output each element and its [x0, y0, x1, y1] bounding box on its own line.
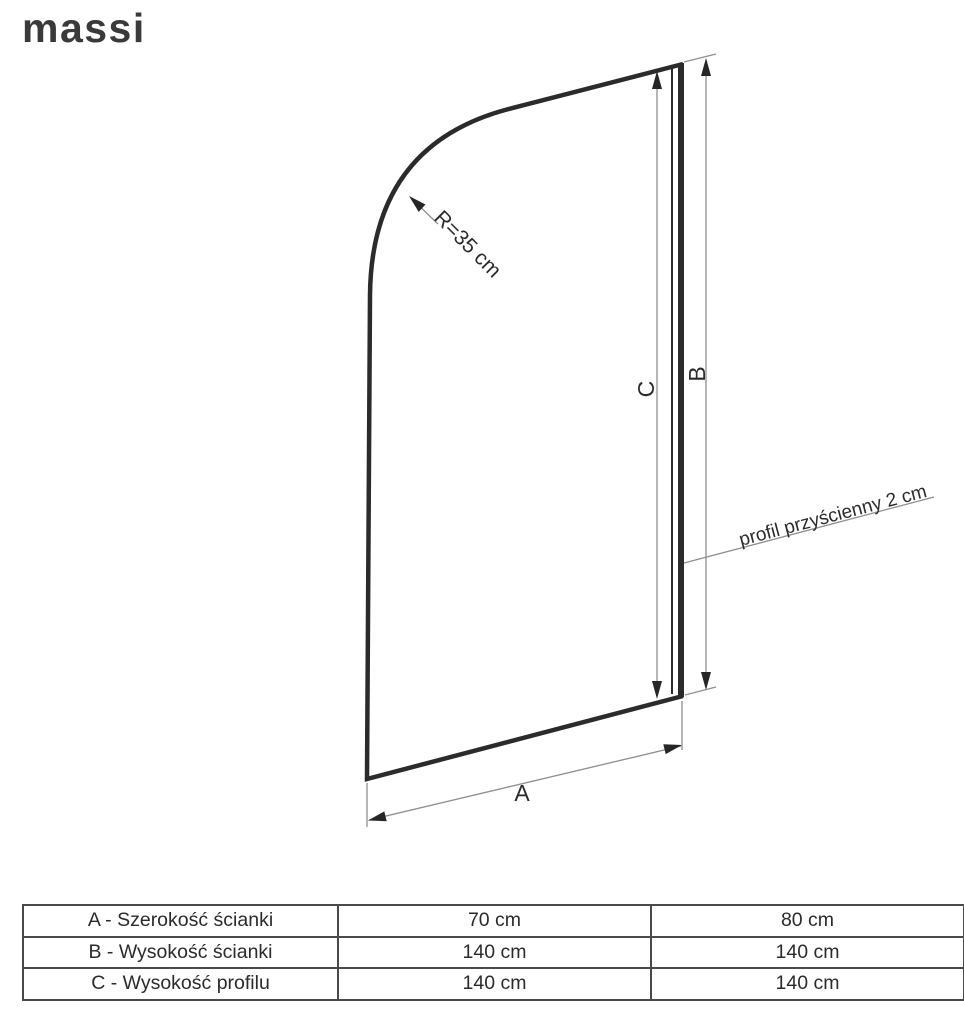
radius-callout	[409, 196, 506, 282]
dimension-a	[367, 701, 682, 827]
dimension-a-arrow-left	[368, 811, 387, 821]
dimension-b-arrow-bottom	[701, 672, 711, 690]
dimension-b-arrow-top	[701, 58, 711, 76]
dimension-value: 140 cm	[338, 937, 651, 969]
profile-note-label: profil przyścienny 2 cm	[736, 481, 930, 551]
dimension-value: 140 cm	[651, 937, 964, 969]
table-row-a	[23, 905, 964, 937]
massi-logo: massi	[22, 5, 146, 51]
dimension-name: A - Szerokość ścianki	[23, 905, 338, 937]
dimension-name: C - Wysokość profilu	[23, 968, 338, 1000]
dimension-name: B - Wysokość ścianki	[23, 937, 338, 969]
table-row-b	[23, 937, 964, 969]
dimension-b	[684, 54, 716, 695]
dimension-a-arrow-right	[663, 744, 682, 754]
dim-c-label: C	[633, 380, 659, 398]
dimensions-table	[22, 904, 964, 1001]
table-row-c	[23, 968, 964, 1000]
dimension-b-ext-top	[684, 54, 716, 62]
dimension-value: 80 cm	[651, 905, 964, 937]
dimension-value: 140 cm	[651, 968, 964, 1000]
radius-label: R=35 cm	[429, 206, 506, 283]
dimension-value: 70 cm	[338, 905, 651, 937]
dim-b-label: B	[684, 366, 710, 382]
dimension-c-arrow-bottom	[652, 681, 662, 699]
dim-a-label: A	[514, 780, 530, 806]
dimension-c	[633, 71, 662, 699]
profile-note-callout	[684, 481, 934, 563]
dimension-value: 140 cm	[338, 968, 651, 1000]
dimension-b-ext-bottom	[685, 687, 716, 695]
panel-outline	[367, 64, 683, 779]
